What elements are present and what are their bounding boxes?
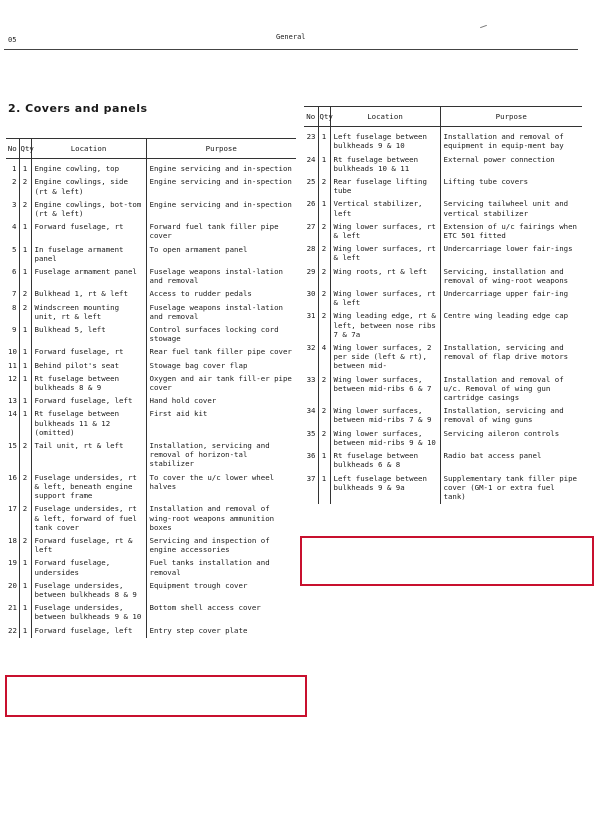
row-qty: 2 — [19, 535, 31, 557]
table-row — [6, 346, 296, 359]
row-number: 24 — [304, 154, 318, 176]
row-location: Engine cowlings, bot-tom (rt & left) — [31, 199, 146, 221]
row-number: 15 — [6, 440, 19, 472]
row-purpose: Installation, servicing and removal of horizon-tal stabilizer — [149, 441, 270, 469]
row-location: Forward fuselage, rt — [31, 346, 146, 359]
row-number: 19 — [6, 557, 19, 579]
row-qty: 2 — [318, 374, 330, 406]
row-purpose: Servicing and inspection of engine accessories — [149, 535, 270, 555]
row-location: Windscreen mounting unit, rt & left — [31, 302, 146, 324]
table-row — [6, 503, 296, 535]
table-row — [6, 176, 296, 198]
row-number: 23 — [304, 127, 318, 154]
row-location: Fuselage armament panel — [31, 266, 146, 288]
table-row — [6, 324, 296, 346]
table-row — [6, 302, 296, 324]
row-number: 7 — [6, 288, 19, 301]
row-qty: 1 — [318, 450, 330, 472]
row-purpose: Access to rudder pedals — [149, 289, 252, 299]
row-number: 35 — [304, 428, 318, 450]
row-purpose: Equipment trough cover — [149, 580, 248, 590]
row-qty: 1 — [19, 360, 31, 373]
table-row — [304, 198, 582, 220]
row-qty: 1 — [19, 266, 31, 288]
row-number: 16 — [6, 472, 19, 504]
row-purpose: To open armament panel — [149, 244, 248, 254]
row-qty: 1 — [19, 580, 31, 602]
row-qty: 1 — [19, 159, 31, 177]
table-row — [6, 288, 296, 301]
header-rule — [4, 49, 578, 50]
row-purpose: Engine servicing and in-spection — [149, 199, 292, 209]
row-qty: 1 — [19, 373, 31, 395]
highlight-box-row-21 — [5, 675, 307, 717]
table-row — [6, 244, 296, 266]
row-location: Bulkhead 5, left — [31, 324, 146, 346]
row-number: 37 — [304, 473, 318, 505]
row-number: 30 — [304, 288, 318, 310]
row-qty: 1 — [318, 198, 330, 220]
row-number: 26 — [304, 198, 318, 220]
row-qty: 2 — [318, 221, 330, 243]
row-location: Rt fuselage between bulkheads 11 & 12 (omitted) — [31, 408, 146, 440]
table-row — [304, 310, 582, 342]
row-qty: 1 — [19, 395, 31, 408]
row-purpose: Entry step cover plate — [149, 625, 248, 635]
row-location: Rt fuselage between bulkheads 6 & 8 — [330, 450, 440, 472]
row-location: In fuselage armament panel — [31, 244, 146, 266]
table-body-right — [304, 127, 582, 504]
row-qty: 2 — [19, 472, 31, 504]
row-location: Wing lower surfaces, between mid-ribs 6 & 7 — [330, 374, 440, 406]
row-number: 4 — [6, 221, 19, 243]
row-purpose: Engine servicing and in-spection — [149, 177, 292, 187]
row-purpose: Fuel tanks installation and removal — [149, 558, 270, 577]
row-number: 18 — [6, 535, 19, 557]
table-row — [6, 557, 296, 579]
page-number: 05 — [8, 36, 17, 44]
row-qty: 1 — [19, 408, 31, 440]
table-row — [6, 580, 296, 602]
row-number: 25 — [304, 176, 318, 198]
row-location: Rt fuselage between bulkheads 8 & 9 — [31, 373, 146, 395]
column-header-location: Location — [330, 107, 440, 127]
row-purpose: Servicing aileron controls — [443, 428, 560, 438]
row-qty: 2 — [318, 405, 330, 427]
row-qty: 1 — [318, 127, 330, 154]
row-location: Bulkhead 1, rt & left — [31, 288, 146, 301]
row-purpose: External power connection — [443, 154, 555, 164]
table-row — [304, 405, 582, 427]
row-purpose: Supplementary tank filler pipe cover (GM-1 or extra fuel tank) — [443, 473, 577, 501]
row-purpose: Hand hold cover — [149, 396, 217, 406]
row-number: 1 — [6, 159, 19, 177]
row-qty: 1 — [19, 221, 31, 243]
table-row — [304, 473, 582, 505]
column-header-qty: Qty — [19, 139, 31, 159]
highlight-box-row-37 — [300, 536, 594, 586]
table-row — [304, 288, 582, 310]
row-number: 20 — [6, 580, 19, 602]
row-location: Forward fuselage, rt — [31, 221, 146, 243]
row-location: Left fuselage between bulkheads 9 & 10 — [330, 127, 440, 154]
row-location: Wing lower surfaces, rt & left — [330, 288, 440, 310]
table-row — [6, 408, 296, 440]
row-purpose: Rear fuel tank filler pipe cover — [149, 347, 292, 357]
table-row — [6, 395, 296, 408]
row-location: Fuselage undersides, between bulkheads 9 & 10 — [31, 602, 146, 624]
row-qty: 2 — [318, 266, 330, 288]
row-number: 21 — [6, 602, 19, 624]
row-location: Fuselage undersides, rt & left, forward of fuel tank cover — [31, 503, 146, 535]
row-number: 3 — [6, 199, 19, 221]
row-location: Engine cowlings, side (rt & left) — [31, 176, 146, 198]
row-purpose: Engine servicing and in-spection — [149, 164, 292, 174]
row-purpose: Oxygen and air tank fill-er pipe cover — [149, 373, 292, 393]
row-number: 10 — [6, 346, 19, 359]
table-row — [6, 373, 296, 395]
table-row — [304, 266, 582, 288]
table-row — [304, 428, 582, 450]
row-purpose: Undercarriage lower fair-ings — [443, 244, 573, 254]
row-qty: 1 — [19, 346, 31, 359]
pen-mark — [480, 25, 487, 28]
table-row — [6, 535, 296, 557]
column-header-purpose: Purpose — [440, 107, 582, 127]
row-purpose: Installation and removal of u/c. Removal of wing gun cartridge casings — [443, 374, 564, 403]
row-location: Wing lower surfaces, between mid-ribs 7 & 9 — [330, 405, 440, 427]
row-qty: 2 — [19, 199, 31, 221]
row-number: 31 — [304, 310, 318, 342]
row-location: Forward fuselage, left — [31, 625, 146, 638]
row-number: 36 — [304, 450, 318, 472]
table-row — [304, 221, 582, 243]
table-row — [304, 450, 582, 472]
row-number: 22 — [6, 625, 19, 638]
table-row — [6, 360, 296, 373]
table-row — [6, 221, 296, 243]
table-row — [6, 159, 296, 177]
row-purpose: Undercarriage upper fair-ing — [443, 289, 569, 299]
row-purpose: Control surfaces locking cord stowage — [149, 325, 279, 344]
row-number: 27 — [304, 221, 318, 243]
column-header-purpose: Purpose — [146, 139, 296, 159]
row-location: Engine cowling, top — [31, 159, 146, 177]
row-location: Wing lower surfaces, rt & left — [330, 243, 440, 265]
row-qty: 2 — [19, 176, 31, 198]
row-qty: 2 — [318, 310, 330, 342]
row-location: Rt fuselage between bulkheads 10 & 11 — [330, 154, 440, 176]
row-location: Fuselage undersides, between bulkheads 8 & 9 — [31, 580, 146, 602]
row-qty: 2 — [19, 503, 31, 535]
row-number: 6 — [6, 266, 19, 288]
covers-table-right — [304, 106, 582, 504]
section-title: 2. Covers and panels — [8, 102, 148, 115]
row-number: 34 — [304, 405, 318, 427]
column-header-qty: Qty — [318, 107, 330, 127]
row-location: Fuselage undersides, rt & left, beneath engine support frame — [31, 472, 146, 504]
row-number: 12 — [6, 373, 19, 395]
table-header-row — [6, 139, 296, 159]
row-purpose: Installation, servicing and removal of flap drive motors — [443, 343, 569, 362]
row-number: 13 — [6, 395, 19, 408]
row-qty: 2 — [318, 243, 330, 265]
column-header-no: No — [6, 139, 19, 159]
row-location: Wing roots, rt & left — [330, 266, 440, 288]
row-purpose: First aid kit — [149, 409, 208, 419]
row-purpose: Bottom shell access cover — [149, 603, 261, 613]
row-qty: 1 — [19, 324, 31, 346]
row-number: 32 — [304, 342, 318, 374]
row-number: 28 — [304, 243, 318, 265]
table-row — [304, 342, 582, 374]
row-location: Left fuselage between bulkheads 9 & 9a — [330, 473, 440, 505]
row-number: 29 — [304, 266, 318, 288]
row-purpose: Servicing tailwheel unit and vertical stabilizer — [443, 199, 569, 218]
row-purpose: Installation, servicing and removal of wing guns — [443, 406, 564, 425]
row-purpose: Fuselage weapons instal-lation and removal — [149, 267, 283, 286]
row-location: Wing lower surfaces, between mid-ribs 9 & 10 — [330, 428, 440, 450]
row-qty: 2 — [19, 440, 31, 472]
row-qty: 1 — [19, 244, 31, 266]
table-row — [304, 154, 582, 176]
row-purpose: To cover the u/c lower wheel halves — [149, 472, 275, 491]
table-row — [6, 266, 296, 288]
row-qty: 1 — [19, 625, 31, 638]
table-row — [304, 127, 582, 154]
table-row — [6, 472, 296, 504]
table-row — [304, 374, 582, 406]
row-purpose: Servicing, installation and removal of wing-root weapons — [443, 266, 569, 285]
row-qty: 2 — [19, 302, 31, 324]
row-location: Forward fuselage, left — [31, 395, 146, 408]
row-qty: 1 — [318, 154, 330, 176]
row-purpose: Installation and removal of equipment in equip-ment bay — [443, 132, 564, 151]
chapter-title: General — [276, 33, 306, 41]
row-purpose: Installation and removal of wing-root weapons ammunition boxes — [149, 504, 275, 532]
row-location: Wing leading edge, rt & left, between nose ribs 7 & 7a — [330, 310, 440, 342]
row-location: Tail unit, rt & left — [31, 440, 146, 472]
table-row — [6, 199, 296, 221]
row-location: Wing lower surfaces, rt & left — [330, 221, 440, 243]
table-row — [6, 625, 296, 638]
row-qty: 2 — [318, 428, 330, 450]
table-row — [6, 440, 296, 472]
row-qty: 1 — [318, 473, 330, 505]
row-qty: 2 — [318, 176, 330, 198]
row-number: 8 — [6, 302, 19, 324]
row-location: Forward fuselage, rt & left — [31, 535, 146, 557]
table-header-row — [304, 107, 582, 127]
row-qty: 4 — [318, 342, 330, 374]
table-body-left — [6, 159, 296, 638]
row-qty: 2 — [19, 288, 31, 301]
table-row — [6, 602, 296, 624]
column-header-no: No — [304, 107, 318, 127]
table-row — [304, 243, 582, 265]
row-number: 9 — [6, 324, 19, 346]
row-purpose: Lifting tube covers — [443, 177, 529, 187]
row-location: Wing lower surfaces, 2 per side (left & rt), between mid- — [330, 342, 440, 374]
row-purpose: Stowage bag cover flap — [149, 360, 248, 370]
row-qty: 1 — [19, 557, 31, 579]
row-purpose: Forward fuel tank filler pipe cover — [149, 222, 279, 241]
row-number: 14 — [6, 408, 19, 440]
row-location: Behind pilot's seat — [31, 360, 146, 373]
row-purpose: Fuselage weapons instal-lation and removal — [149, 302, 283, 321]
row-number: 5 — [6, 244, 19, 266]
row-number: 33 — [304, 374, 318, 406]
row-qty: 2 — [318, 288, 330, 310]
row-location: Vertical stabilizer, left — [330, 198, 440, 220]
covers-table-left — [6, 138, 296, 638]
table-row — [304, 176, 582, 198]
row-purpose: Extension of u/c fairings when ETC 501 fitted — [443, 221, 577, 241]
row-number: 17 — [6, 503, 19, 535]
row-qty: 1 — [19, 602, 31, 624]
row-purpose: Centre wing leading edge cap — [443, 311, 569, 321]
row-location: Rear fuselage lifting tube — [330, 176, 440, 198]
row-location: Forward fuselage, undersides — [31, 557, 146, 579]
row-number: 2 — [6, 176, 19, 198]
row-purpose: Radio bat access panel — [443, 451, 542, 461]
column-header-location: Location — [31, 139, 146, 159]
row-number: 11 — [6, 360, 19, 373]
